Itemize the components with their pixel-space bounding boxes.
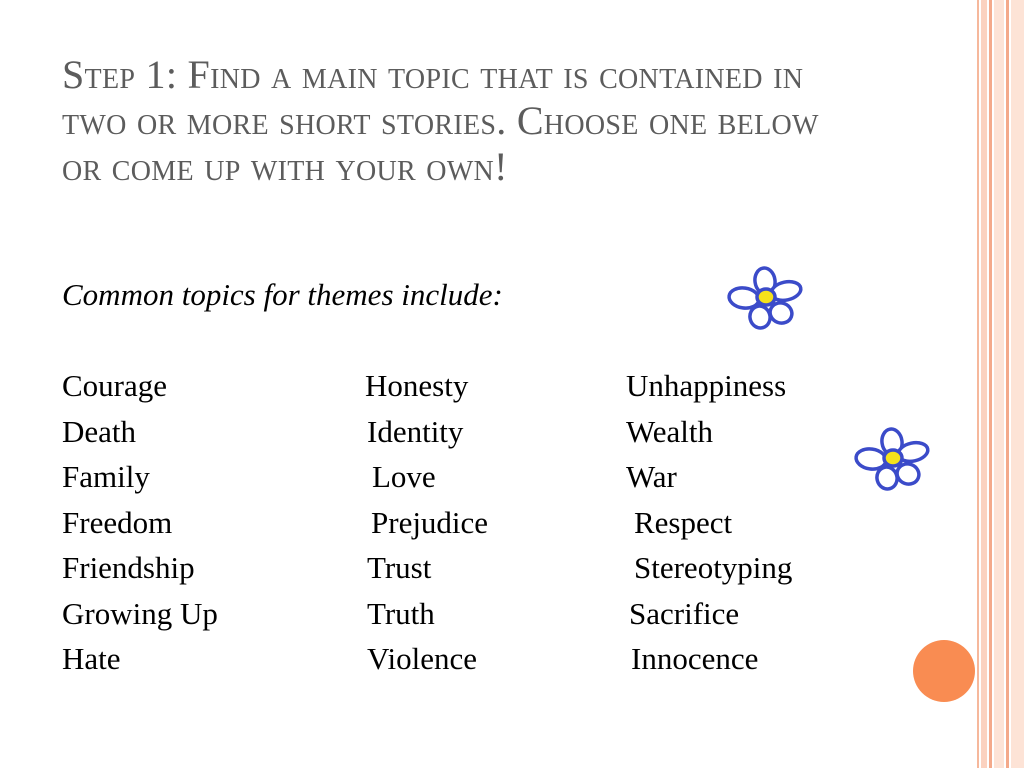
topic-item: Sacrifice bbox=[629, 595, 740, 631]
topic-column-3 bbox=[626, 363, 792, 682]
topic-item: Wealth bbox=[626, 413, 714, 449]
topic-item: Identity bbox=[367, 413, 464, 449]
topic-item: Prejudice bbox=[371, 504, 489, 540]
topic-item: War bbox=[626, 459, 677, 494]
edge-stripe bbox=[1006, 0, 1009, 768]
topic-item: Courage bbox=[62, 368, 168, 403]
topic-item: Death bbox=[62, 413, 137, 449]
topic-item: Unhappiness bbox=[626, 368, 787, 403]
topic-item: Truth bbox=[367, 595, 435, 631]
topic-item: Friendship bbox=[62, 550, 195, 585]
edge-stripe bbox=[994, 0, 1004, 768]
edge-stripe bbox=[1011, 0, 1024, 768]
topic-item: Trust bbox=[367, 550, 432, 585]
topic-item: Freedom bbox=[62, 504, 173, 540]
daisy-icon bbox=[726, 266, 804, 330]
accent-circle bbox=[913, 640, 975, 702]
topic-item: Respect bbox=[634, 504, 733, 540]
edge-stripe bbox=[989, 0, 992, 768]
topic-item: Hate bbox=[62, 641, 121, 676]
topic-item: Love bbox=[372, 459, 436, 494]
topic-item: Innocence bbox=[631, 641, 759, 676]
daisy-icon bbox=[853, 427, 931, 491]
topic-column-2 bbox=[365, 363, 488, 682]
topic-item: Violence bbox=[367, 641, 478, 676]
topic-item: Honesty bbox=[365, 368, 469, 403]
topic-column-1 bbox=[62, 363, 218, 682]
topic-item: Stereotyping bbox=[634, 550, 793, 585]
edge-stripe bbox=[981, 0, 987, 768]
edge-stripe bbox=[977, 0, 979, 768]
slide-title: Step 1: Find a main topic that is contained in two or more short stories. Choose one below or come up with your own! bbox=[62, 52, 819, 189]
topic-item: Family bbox=[62, 459, 150, 494]
topics-intro: Common topics for themes include: bbox=[62, 277, 503, 312]
topic-item: Growing Up bbox=[62, 595, 218, 631]
